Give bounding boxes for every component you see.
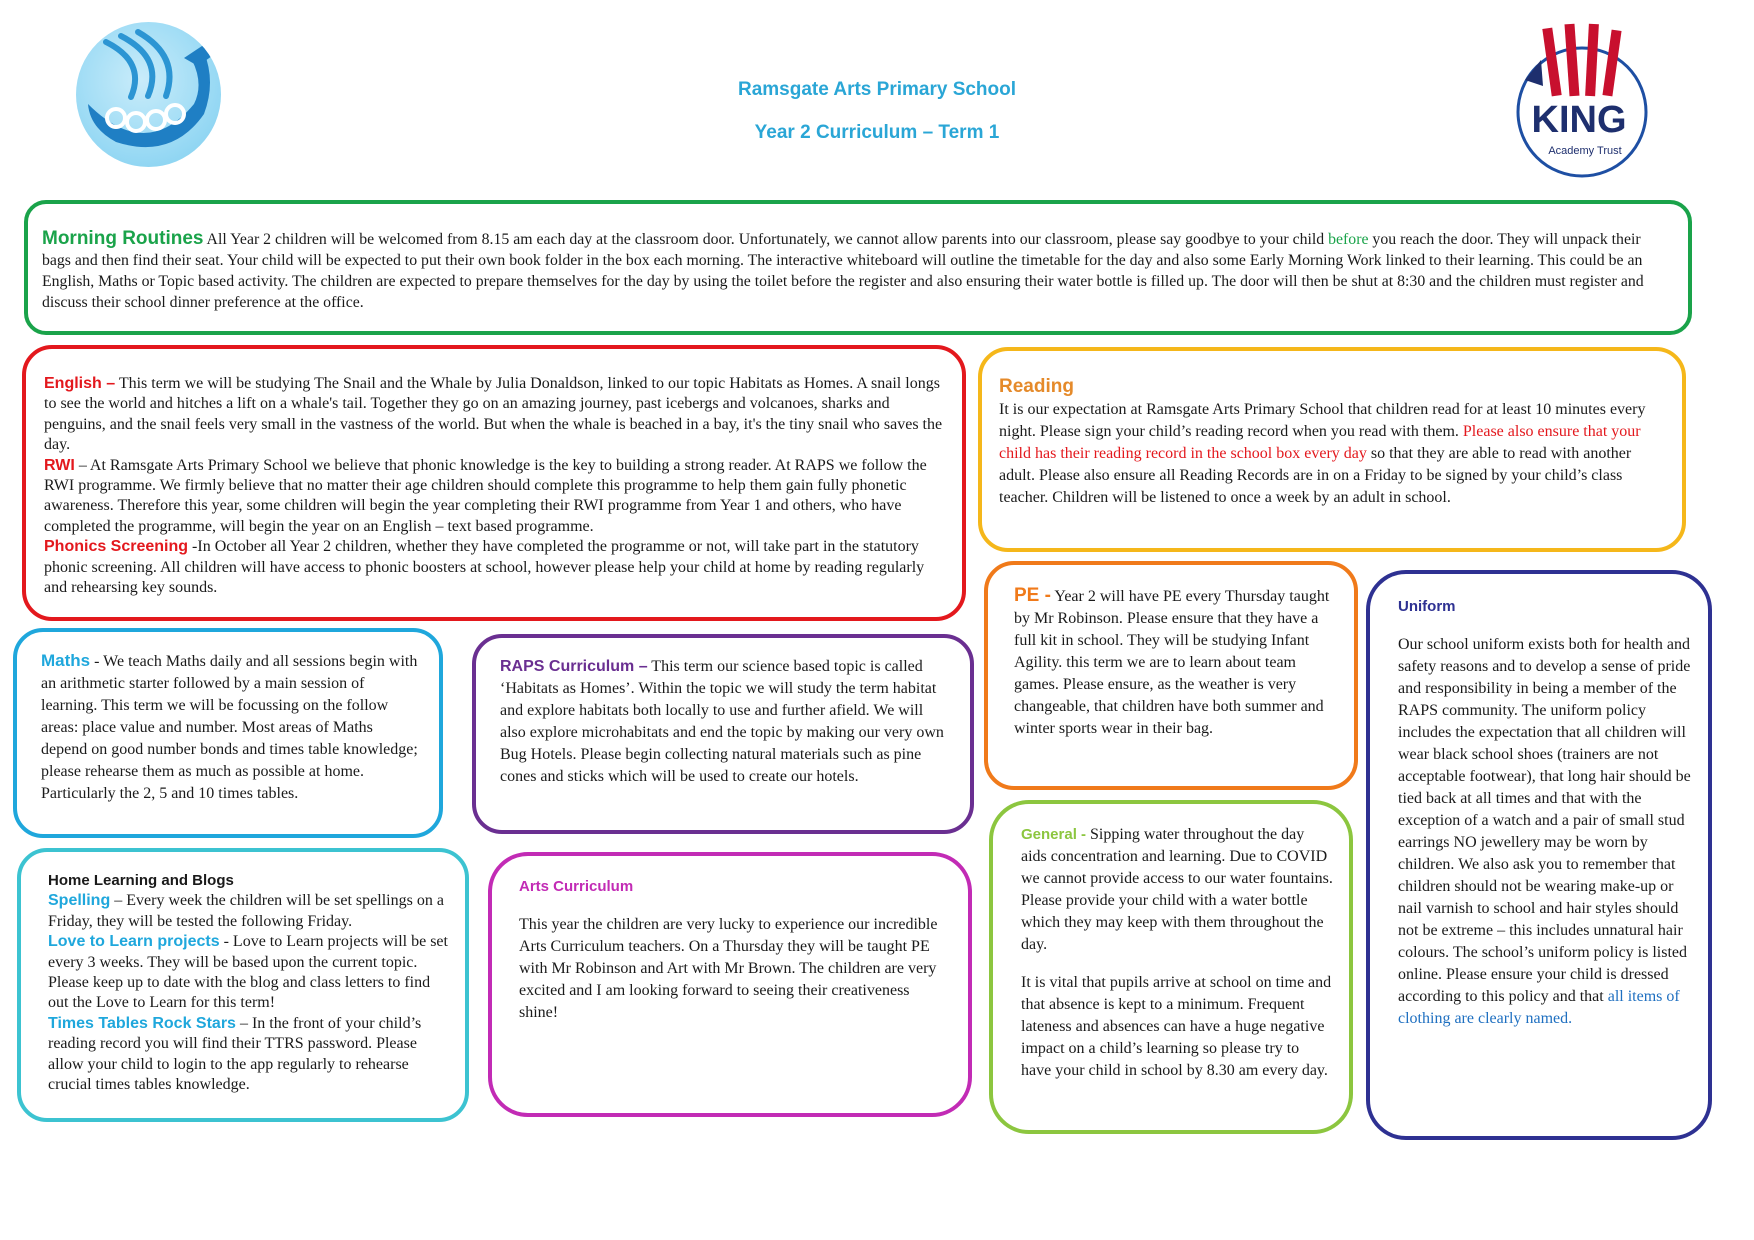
arts-text: This year the children are very lucky to experience our incredible Arts Curriculum teachers. On a Thursday they will be taught PE with Mr Robinson and Art with Mr Brown. The children are very excited and I am looking forward to seeing their creativeness shine! [519,916,938,1021]
love-to-learn-text: - Love to Learn projects will be set every 3 weeks. They will be based upon the current topic. Please keep up to date with the blog and class letters to find out the Love to Learn for this term! [48,933,448,1012]
phonics-label: Phonics Screening [44,538,189,556]
pe-box [984,561,1358,790]
english-box [22,345,966,621]
page-subtitle: Year 2 Curriculum – Term 1 [754,122,1000,143]
reading-box [978,347,1686,552]
morning-routines-text-2: you reach the door. They will unpack their bags and then find their seat. Your child will be expected to put their own book folder in the box each morning. The interactive whiteboard will outline the timetable for the day and also some Early Morning Work linked to their learning. This could be an English, Maths or Topic based activity. The children are expected to prepare themselves for the day by using the toilet before the register and also ensuring their water bottle is filled up. The door will then be shut at 8:30 and the children must register and discuss their school dinner preference at the office. [42,231,1644,311]
pe-heading: PE - [1014,585,1051,606]
uniform-text: Our school uniform exists both for health and safety reasons and to develop a sense of pride and responsibility in being a member of the RAPS community. The uniform policy includes the expectation that all children will wear black school shoes (trainers are not acceptable footwear), that long hair should be tied back at all times and that with the exception of a watch and a pair of small stud earrings NO jewellery may be worn by children. We also ask you to remember that children should not be wearing make-up or nail varnish to school and hair styles should not be extreme – this includes unnatural hair colours. The school’s uniform policy is listed online. Please ensure your child is dressed according to this policy and that [1398,636,1691,1005]
ttrs-text: – In the front of your child’s reading record you will find their TTRS password. Please allow your child to login to the app regularly to rehearse crucial times tables knowledge. [48,1014,422,1094]
svg-text:Academy Trust: Academy Trust [1548,145,1622,157]
spelling-text: – Every week the children will be set spellings on a Friday, they will be tested the following Friday. [48,892,444,930]
love-to-learn-label: Love to Learn projects [48,933,220,951]
pe-text: Year 2 will have PE every Thursday taught by Mr Robinson. Please ensure that they have a full kit in school. They will be studying Infant Agility. this term we are to learn about team games. Please ensure, as the weather is very changeable, that children have both summer and winter sports wear in their bag. [1014,588,1330,737]
general-heading: General - [1021,826,1087,843]
reading-text-2: so that they are able to read with another adult. Please also ensure all Reading Records are in on a Friday to be signed by your child’s class teacher. Children will be listened to once a week by an adult in school. [999,445,1632,506]
morning-routines-highlight: before [1328,231,1369,248]
svg-text:KING: KING [1531,99,1627,141]
uniform-box [1366,570,1712,1140]
reading-heading: Reading [999,376,1074,397]
rwi-label: RWI [44,456,75,474]
general-text-1: Sipping water throughout the day aids concentration and learning. Due to COVID we cannot provide access to our water fountains. Please provide your child with a water bottle which they may keep with them throughout the day. [1021,826,1333,953]
raps-curriculum-box [472,634,974,834]
general-text-2: It is vital that pupils arrive at school on time and that absence is kept to a minimum. Frequent lateness and absences can have a huge negative impact on a child’s learning so please try to have your child in school by 8.30 am every day. [1021,974,1332,1079]
morning-routines-box [24,200,1692,335]
school-name: Ramsgate Arts Primary School [737,79,1017,100]
maths-text: - We teach Maths daily and all sessions begin with an arithmetic starter followed by a main session of learning. This term we will be focussing on the follow areas: place value and number. Most areas of Maths depend on good number bonds and times table knowledge; please rehearse them as much as possible at home. Particularly the 2, 5 and 10 times tables. [41,653,418,802]
raps-heading: RAPS Curriculum – [500,658,648,675]
reading-text-1: It is our expectation at Ramsgate Arts Primary School that children read for at least 10 minutes every night. Please sign your child’s reading record when you read with them. [999,401,1646,440]
morning-routines-text-1: All Year 2 children will be welcomed from 8.15 am each day at the classroom door. Unfortunately, we cannot allow parents into our classroom, please say goodbye to your child [203,231,1329,248]
english-text: This term we will be studying The Snail and the Whale by Julia Donaldson, linked to our topic Habitats as Homes. A snail longs to see the world and hitches a lift on a whale's tail. Together they go on an amazing journey, past icebergs and volcanoes, sharks and penguins, and the snail feels very small in the vastness of the world. But when the whale is beached in a bay, it's the tiny snail who saves the day. [44,375,943,454]
raps-text: This term our science based topic is called ‘Habitats as Homes’. Within the topic we will study the term habitat and explore habitats both locally to use and further afield. We will also explore microhabitats and end the topic by making our very own Bug Hotels. Please begin collecting natural materials such as pine cones and sticks which will be used to create our hotels. [500,658,944,785]
ttrs-label: Times Tables Rock Stars [48,1014,236,1032]
reading-highlight: Please also ensure that your child has their reading record in the school box every day [999,423,1641,462]
home-learning-box [17,848,469,1122]
english-label: English – [44,375,116,392]
spelling-label: Spelling [48,892,111,910]
uniform-heading: Uniform [1398,598,1456,615]
rwi-text: – At Ramsgate Arts Primary School we believe that phonic knowledge is the key to building a strong reader. At RAPS we follow the RWI programme. We firmly believe that no matter their age children should complete this programme to help them gain fully phonetic awareness. Therefore this year, some children will begin the year completing their RWI programme from Year 1 and others, who have completed the programme, will begin the year on an English – text based programme. [44,456,927,535]
phonics-text: -In October all Year 2 children, whether they have completed the programme or not, will take part in the statutory phonic screening. All children will have access to phonic boosters at school, however please help your child at home by reading regularly and rehearsing key sounds. [44,538,925,597]
general-box [989,800,1353,1134]
arts-heading: Arts Curriculum [519,878,634,895]
morning-routines-heading: Morning Routines [42,228,204,249]
maths-box [13,628,443,838]
uniform-highlight: all items of clothing are clearly named. [1398,988,1680,1027]
arts-curriculum-box [488,852,972,1117]
home-learning-heading: Home Learning and Blogs [48,872,234,889]
maths-heading: Maths [41,651,91,670]
